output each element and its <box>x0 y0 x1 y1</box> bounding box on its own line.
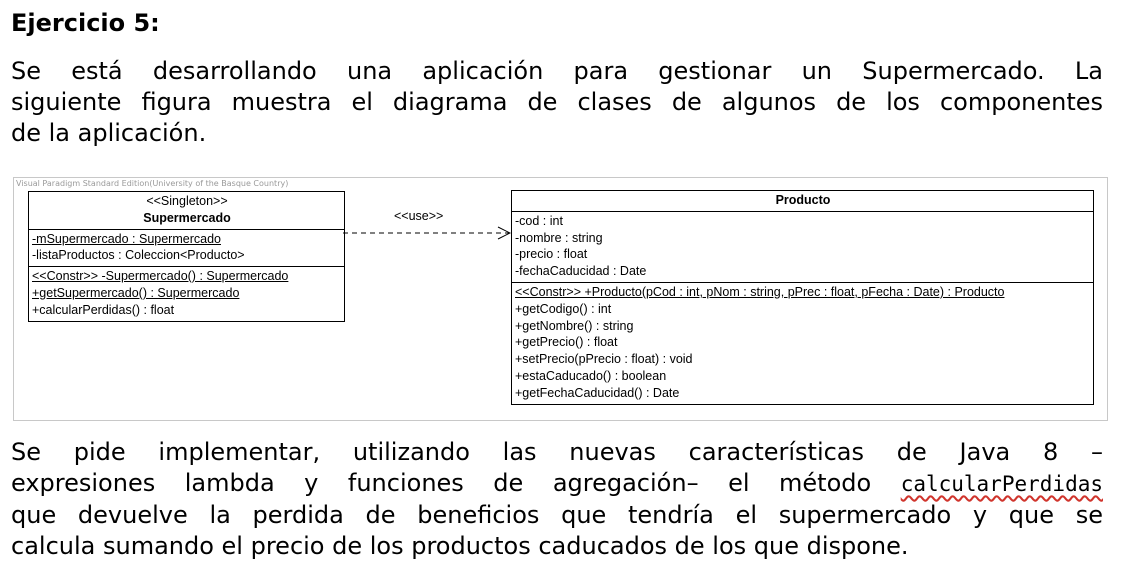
class-operations <box>29 266 344 320</box>
class-attributes <box>512 211 1093 282</box>
operation: +calcularPerdidas() : float <box>32 302 175 317</box>
intro-line: Se está desarrollando una aplicación para gestionar un Supermercado. La <box>11 57 1103 85</box>
operation: +getCodigo() : int <box>515 301 612 316</box>
method-name-code: calcularPerdidas <box>900 472 1103 496</box>
uml-class-diagram <box>13 177 1108 421</box>
attribute: -fechaCaducidad : Date <box>515 264 647 279</box>
use-relation-label: <<use>> <box>394 209 444 223</box>
task-line: Se pide implementar, utilizando las nuevas características de Java 8 – <box>11 438 1103 466</box>
operation: +estaCaducado() : boolean <box>515 368 667 383</box>
class-name: Producto <box>775 193 831 207</box>
task-line: expresiones lambda y funciones de agregación– el método calcularPerdidas <box>11 469 1103 497</box>
task-line: calcula sumando el precio de los productos caducados de los que dispone. <box>11 532 909 560</box>
attribute: -mSupermercado : Supermercado <box>32 231 221 246</box>
class-operations <box>512 282 1093 404</box>
class-stereotype: <<Singleton>> <box>146 194 228 208</box>
operation: <<Constr>> +Producto(pCod : int, pNom : string, pPrec : float, pFecha : Date) : Producto <box>515 284 1005 299</box>
operation: +getFechaCaducidad() : Date <box>515 385 680 400</box>
operation: +setPrecio(pPrecio : float) : void <box>515 352 693 367</box>
class-header <box>29 192 344 229</box>
task-line: que devuelve la perdida de beneficios que tendría el supermercado y que se <box>11 501 1103 529</box>
operation: <<Constr>> -Supermercado() : Supermercado <box>32 269 289 284</box>
class-header <box>512 191 1093 211</box>
attribute: -nombre : string <box>515 230 603 245</box>
intro-line: de la aplicación. <box>11 119 207 147</box>
class-supermercado <box>28 191 345 322</box>
intro-paragraph <box>11 56 1103 149</box>
operation: +getPrecio() : float <box>515 335 618 350</box>
class-producto <box>511 190 1094 405</box>
class-name: Supermercado <box>143 210 231 225</box>
intro-line: siguiente figura muestra el diagrama de clases de algunos de los componentes <box>11 88 1103 116</box>
class-attributes <box>29 229 344 267</box>
use-dependency-arrow <box>343 226 511 240</box>
operation: +getSupermercado() : Supermercado <box>32 285 240 300</box>
exercise-heading: Ejercicio 5: <box>11 9 160 37</box>
attribute: -precio : float <box>515 247 588 262</box>
operation: +getNombre() : string <box>515 318 634 333</box>
diagram-watermark: Visual Paradigm Standard Edition(University of the Basque Country) <box>16 179 289 188</box>
task-paragraph <box>11 437 1103 562</box>
attribute: -cod : int <box>515 213 563 228</box>
attribute: -listaProductos : Coleccion<Producto> <box>32 248 245 263</box>
